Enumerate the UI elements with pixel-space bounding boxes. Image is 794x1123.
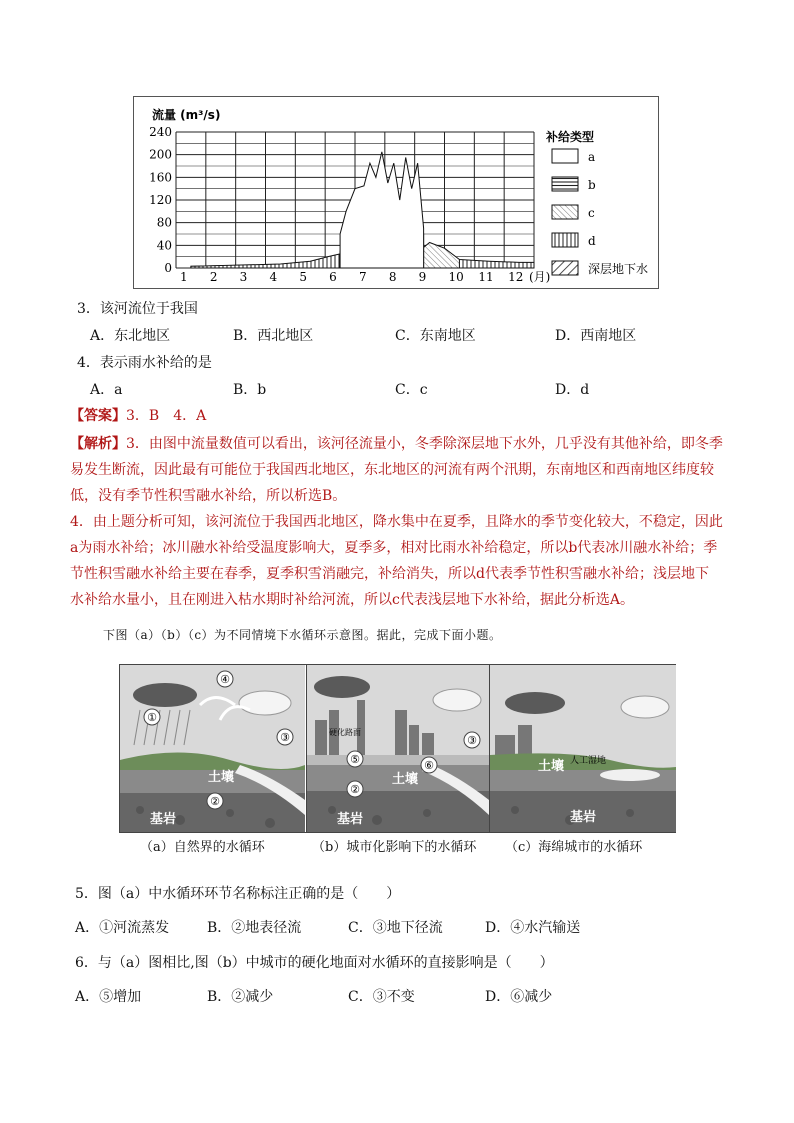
x-tick-5: 5 (299, 270, 307, 284)
legend-swatch-b (552, 177, 578, 191)
answer-line (70, 403, 750, 429)
analysis-p2-l3: 节性积雪融水补给主要在春季，夏季积雪消融完，补给消失，所以d代表季节性积雪融水补给；浅层地下 (70, 566, 709, 582)
q4-option-b[interactable]: B．b (233, 382, 267, 398)
rock-label-c: 基岩 (570, 810, 597, 825)
legend-label-深层地下水: 深层地下水 (588, 262, 649, 276)
y-tick-120: 120 (149, 193, 172, 207)
analysis-p2-l4: 水补给水量小，且在刚进入枯水期时补给河流，所以c代表浅层地下水补给，据此分析选A。 (70, 592, 634, 608)
x-tick-3: 3 (239, 270, 248, 284)
q5-option-a[interactable]: A．①河流蒸发 (75, 920, 170, 936)
y-axis-label: 流量 (m³/s) (152, 108, 221, 122)
caption-a: （a）自然界的水循环 (140, 840, 265, 855)
analysis-block (70, 431, 760, 613)
wetland-label: 人工湿地 (570, 756, 607, 766)
q3-option-b[interactable]: B．西北地区 (233, 328, 314, 344)
label-4: ④ (220, 673, 230, 686)
x-tick-9: 9 (418, 270, 427, 284)
x-tick-4: 4 (269, 270, 278, 284)
analysis-p1-l1: 3．由图中流量数值可以看出，该河径流量小，冬季除深层地下水外，几乎没有其他补给，即冬季 (126, 436, 723, 452)
q4-option-c[interactable]: C．c (395, 382, 428, 398)
soil-label-a: 土壤 (208, 770, 235, 785)
q5-option-b[interactable]: B．②地表径流 (207, 920, 302, 936)
runoff-chart-svg (134, 97, 658, 288)
legend-title: 补给类型 (546, 130, 595, 144)
legend-swatch-d (552, 233, 578, 247)
x-unit-label: (月) (529, 270, 551, 284)
q6-option-a[interactable]: A．⑤增加 (75, 989, 142, 1005)
y-ticks (149, 125, 172, 275)
y-tick-0: 0 (164, 261, 172, 275)
label-3: ③ (280, 731, 290, 744)
label-5: ⑤ (350, 753, 360, 766)
analysis-p2-l2: a为雨水补给；冰川融水补给受温度影响大，夏季多，相对比雨水补给稳定，所以b代表冰川融水补给；季 (70, 540, 718, 556)
y-tick-80: 80 (156, 215, 172, 230)
chart-legend (545, 129, 648, 276)
answer-text: 3．B 4．A (126, 408, 207, 424)
legend-swatch-深层地下水 (552, 261, 578, 275)
soil-label-c: 土壤 (538, 759, 565, 774)
x-tick-12: 12 (508, 270, 524, 284)
q6-option-b[interactable]: B．②减少 (207, 989, 274, 1005)
question-4-stem: 4．表示雨水补给的是 (77, 355, 212, 371)
answer-tag: 【答案】 (70, 408, 126, 424)
x-tick-1: 1 (180, 270, 188, 284)
label-1: ① (147, 711, 157, 724)
label-6: ⑥ (424, 759, 434, 772)
q3-option-c[interactable]: C．东南地区 (395, 328, 476, 344)
intro-text: 下图（a）（b）（c）为不同情境下水循环示意图。据此，完成下面小题。 (103, 628, 502, 642)
q5-option-c[interactable]: C．③地下径流 (348, 920, 443, 936)
question-3-stem: 3．该河流位于我国 (77, 301, 198, 317)
question-6-stem: 6．与（a）图相比,图（b）中城市的硬化地面对水循环的直接影响是（ ） (75, 955, 554, 971)
q5-option-d[interactable]: D．④水汽输送 (485, 920, 581, 936)
rock-label-a: 基岩 (150, 812, 177, 827)
road-label: 硬化路面 (329, 728, 361, 737)
q6-option-c[interactable]: C．③不变 (348, 989, 415, 1005)
analysis-p2-l1: 4．由上题分析可知，该河流位于我国西北地区，降水集中在夏季，且降水的季节变化较大，不稳定，因此 (70, 514, 723, 530)
x-tick-11: 11 (478, 270, 494, 284)
runoff-chart (133, 96, 659, 289)
x-tick-2: 2 (209, 270, 218, 284)
q3-option-a[interactable]: A．东北地区 (90, 328, 171, 344)
panel-c (489, 665, 676, 832)
soil-label-b: 土壤 (392, 772, 419, 787)
q3-option-d[interactable]: D．西南地区 (555, 328, 637, 344)
legend-label-c: c (588, 206, 595, 220)
legend-label-b: b (588, 178, 596, 192)
legend-swatch-c (552, 205, 578, 219)
q4-option-a[interactable]: A．a (90, 382, 123, 398)
label-3b: ③ (467, 734, 477, 747)
panel-a (120, 665, 305, 832)
label-2: ② (210, 795, 220, 808)
caption-c: （c）海绵城市的水循环 (505, 840, 643, 855)
x-tick-8: 8 (388, 270, 397, 284)
question-5-stem: 5．图（a）中水循环环节名称标注正确的是（ ） (75, 886, 401, 902)
panel-b (306, 665, 489, 832)
rock-label-b: 基岩 (337, 812, 364, 827)
analysis-tag: 【解析】 (70, 436, 126, 452)
x-tick-10: 10 (448, 270, 464, 284)
chart-areas (191, 152, 534, 268)
y-tick-240: 240 (149, 125, 172, 139)
legend-label-a: a (588, 150, 596, 164)
analysis-p1-l3: 低，没有季节性积雪融水补给，所以析选B。 (70, 488, 347, 504)
y-tick-200: 200 (149, 147, 172, 162)
label-2b: ② (350, 783, 360, 796)
legend-swatch-a (552, 149, 578, 163)
q4-option-d[interactable]: D．d (555, 382, 590, 398)
q6-option-d[interactable]: D．⑥减少 (485, 989, 553, 1005)
legend-label-d: d (588, 234, 596, 248)
x-ticks (180, 270, 523, 284)
analysis-p1-l2: 易发生断流，因此最有可能位于我国西北地区，东北地区的河流有两个汛期，东南地区和西南地区纬度较 (70, 462, 714, 478)
y-tick-160: 160 (149, 170, 172, 185)
area-a (340, 152, 424, 268)
caption-b: （b）城市化影响下的水循环 (312, 840, 477, 855)
y-tick-40: 40 (156, 238, 172, 253)
x-tick-7: 7 (359, 270, 367, 284)
water-cycle-figure (119, 664, 676, 833)
x-tick-6: 6 (329, 270, 337, 284)
